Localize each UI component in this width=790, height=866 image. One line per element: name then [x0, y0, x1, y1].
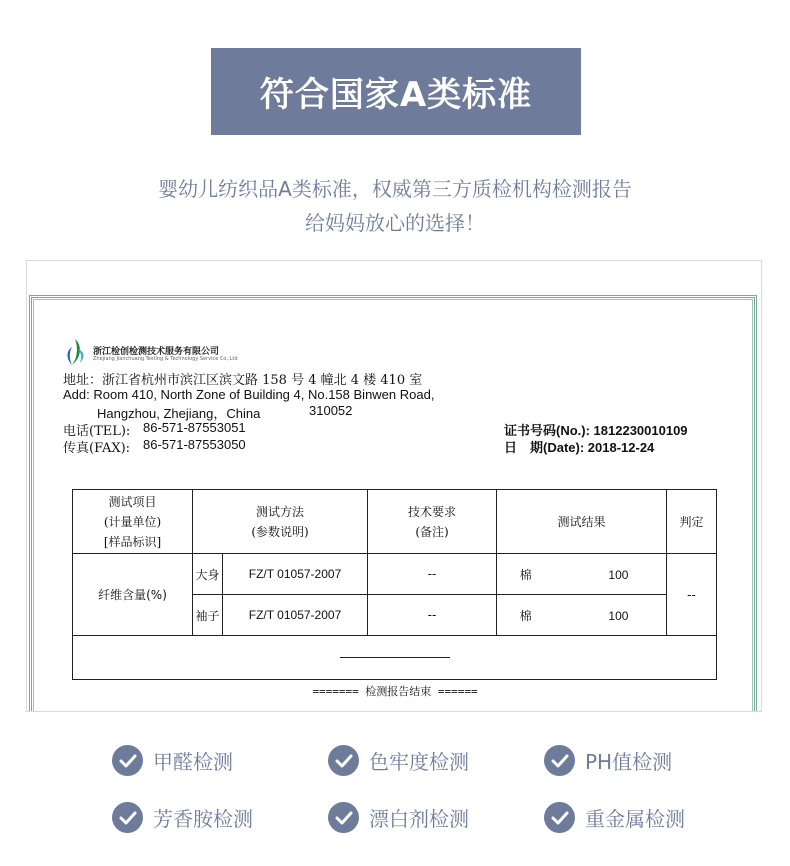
feature-item	[112, 745, 233, 776]
check-circle-icon	[544, 802, 575, 833]
page-banner	[211, 48, 581, 135]
report-end-marker: ======= 检测报告结束 ======	[312, 685, 478, 698]
feature-item	[328, 802, 469, 833]
header-result: 测试结果	[497, 490, 667, 554]
header-test-item: 测试项目 (计量单位) [样品标识]	[73, 490, 193, 554]
test-result-table	[72, 489, 717, 680]
table-header-row	[73, 490, 717, 554]
feature-label: 重金属检测	[585, 807, 685, 831]
fax-label: 传真(FAX):	[63, 441, 131, 456]
feature-label: 芳香胺检测	[153, 807, 253, 831]
feature-item	[544, 802, 685, 833]
method-cell: FZ/T 01057-2007	[223, 554, 368, 595]
company-name-cn: 浙江检创检测技术服务有限公司	[93, 347, 220, 357]
feature-label: 漂白剂检测	[369, 807, 469, 831]
table-row	[73, 554, 717, 595]
subtitle-line-2: 给妈妈放心的选择！	[305, 211, 485, 235]
postcode: 310052	[309, 403, 353, 418]
company-logo-icon	[62, 337, 88, 367]
result-cell: 棉 100	[497, 554, 667, 595]
feature-item	[112, 802, 253, 833]
method-cell: FZ/T 01057-2007	[223, 595, 368, 636]
test-report-image	[26, 260, 762, 712]
banner-title: 符合国家A类标准	[259, 75, 533, 115]
part-cell: 大身	[193, 554, 223, 595]
address-cn: 地址：浙江省杭州市滨江区滨文路 158 号 4 幢北 4 楼 410 室	[63, 373, 423, 388]
report-date: 日 期(Date): 2018-12-24	[504, 440, 655, 455]
check-circle-icon	[328, 802, 359, 833]
tel-number: 86-571-87553051	[143, 420, 246, 435]
subtitle-line-1: 婴幼儿纺织品A类标准，权威第三方质检机构检测报告	[158, 177, 632, 201]
feature-label: 色牢度检测	[369, 750, 469, 774]
header-judgment: 判定	[667, 490, 717, 554]
part-cell: 袖子	[193, 595, 223, 636]
check-circle-icon	[112, 802, 143, 833]
address-en-line-2: Hangzhou, Zhejiang，China	[97, 406, 261, 421]
requirement-cell: --	[368, 554, 497, 595]
check-circle-icon	[328, 745, 359, 776]
certificate-number: 证书号码(No.): 1812230010109	[504, 423, 688, 438]
address-en-line-1: Add: Room 410, North Zone of Building 4, No.158 Binwen Road,	[63, 387, 435, 402]
feature-item	[544, 745, 672, 776]
separator-line	[340, 657, 450, 658]
table-empty-row	[73, 636, 717, 680]
feature-label: PH值检测	[585, 750, 673, 774]
company-name-en: Zhejiang Jianchuang Testing & Technology Service Co.,Ltd	[93, 356, 238, 362]
requirement-cell: --	[368, 595, 497, 636]
item-name-cell: 纤维含量(%)	[73, 554, 193, 636]
check-circle-icon	[544, 745, 575, 776]
tel-label: 电话(TEL):	[63, 424, 131, 439]
judgment-cell: --	[667, 554, 717, 636]
feature-list	[0, 740, 790, 850]
feature-item	[328, 745, 469, 776]
feature-label: 甲醛检测	[153, 750, 233, 774]
result-cell: 棉 100	[497, 595, 667, 636]
fax-number: 86-571-87553050	[143, 437, 246, 452]
header-test-method: 测试方法 (参数说明)	[193, 490, 368, 554]
check-circle-icon	[112, 745, 143, 776]
header-requirement: 技术要求 (备注)	[368, 490, 497, 554]
